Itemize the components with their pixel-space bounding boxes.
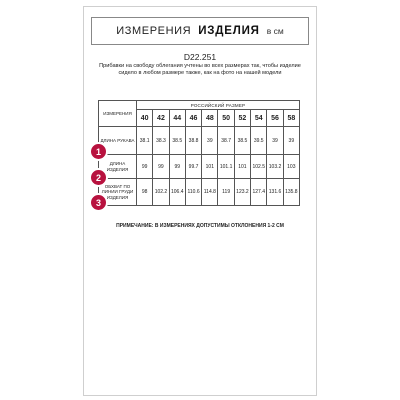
table-cell: 119 (218, 179, 234, 206)
table-cell: 106.4 (169, 179, 185, 206)
title-unit: в см (266, 26, 284, 36)
table-row (99, 179, 300, 206)
fit-note: Прибавки на свободу облегания учтены во всех размерах так, чтобы изделие сидело в любом размере также, как на фото на нашей модели (99, 63, 301, 76)
row-number-badge: 3 (91, 195, 106, 210)
table-cell: 38.5 (169, 127, 185, 155)
table-cell: 131.6 (267, 179, 283, 206)
size-header: 54 (251, 110, 267, 127)
table-cell: 102.2 (153, 179, 169, 206)
table-cell: 127.4 (251, 179, 267, 206)
table-cell: 99 (169, 155, 185, 179)
table-cell: 135.8 (283, 179, 299, 206)
table-cell: 99.7 (185, 155, 201, 179)
size-header: 50 (218, 110, 234, 127)
size-group-header: РОССИЙСКИЙ РАЗМЕР (137, 101, 300, 110)
table-cell: 114.8 (202, 179, 218, 206)
table-cell: 38.8 (185, 127, 201, 155)
title-measurements: ИЗМЕРЕНИЯ (116, 25, 192, 37)
table-cell: 123.2 (234, 179, 250, 206)
row-label-garment-length: ДЛИНА ИЗДЕЛИЯ (99, 155, 137, 179)
table-cell: 39.5 (251, 127, 267, 155)
table-cell: 38.1 (137, 127, 153, 155)
size-header: 44 (169, 110, 185, 127)
measurement-sheet (83, 6, 317, 396)
size-header: 46 (185, 110, 201, 127)
size-table (98, 100, 300, 206)
row-number-badge: 1 (91, 144, 106, 159)
table-cell: 103 (283, 155, 299, 179)
table-row (99, 155, 300, 179)
size-header: 56 (267, 110, 283, 127)
row-label-sleeve-length: ДЛИНА РУКАВА (99, 127, 137, 155)
size-header: 52 (234, 110, 250, 127)
title-product: ИЗДЕЛИЯ (198, 25, 260, 37)
size-header: 48 (202, 110, 218, 127)
title-box (91, 17, 309, 45)
table-cell: 103.2 (267, 155, 283, 179)
row-number-badge: 2 (91, 170, 106, 185)
table-cell: 39 (202, 127, 218, 155)
table-cell: 98 (137, 179, 153, 206)
measure-header: ИЗМЕРЕНИЯ (99, 101, 137, 127)
table-cell: 101 (202, 155, 218, 179)
table-cell: 39 (267, 127, 283, 155)
size-header: 58 (283, 110, 299, 127)
size-header: 40 (137, 110, 153, 127)
table-cell: 99 (153, 155, 169, 179)
table-cell: 38.7 (218, 127, 234, 155)
table-cell: 38.3 (153, 127, 169, 155)
table-cell: 101 (234, 155, 250, 179)
tolerance-footnote: ПРИМЕЧАНИЕ: В ИЗМЕРЕНИЯХ ДОПУСТИМЫ ОТКЛОНЕНИЯ 1-2 СМ (116, 223, 284, 229)
table-cell: 39 (283, 127, 299, 155)
table-cell: 101.1 (218, 155, 234, 179)
table-cell: 38.5 (234, 127, 250, 155)
table-cell: 102.5 (251, 155, 267, 179)
table-cell: 99 (137, 155, 153, 179)
table-row (99, 127, 300, 155)
table-cell: 110.6 (185, 179, 201, 206)
size-header: 42 (153, 110, 169, 127)
row-label-chest-girth: ОБХВАТ ПО ЛИНИИ ГРУДИ ИЗДЕЛИЯ (99, 179, 137, 206)
product-code: D22.251 (183, 52, 217, 62)
